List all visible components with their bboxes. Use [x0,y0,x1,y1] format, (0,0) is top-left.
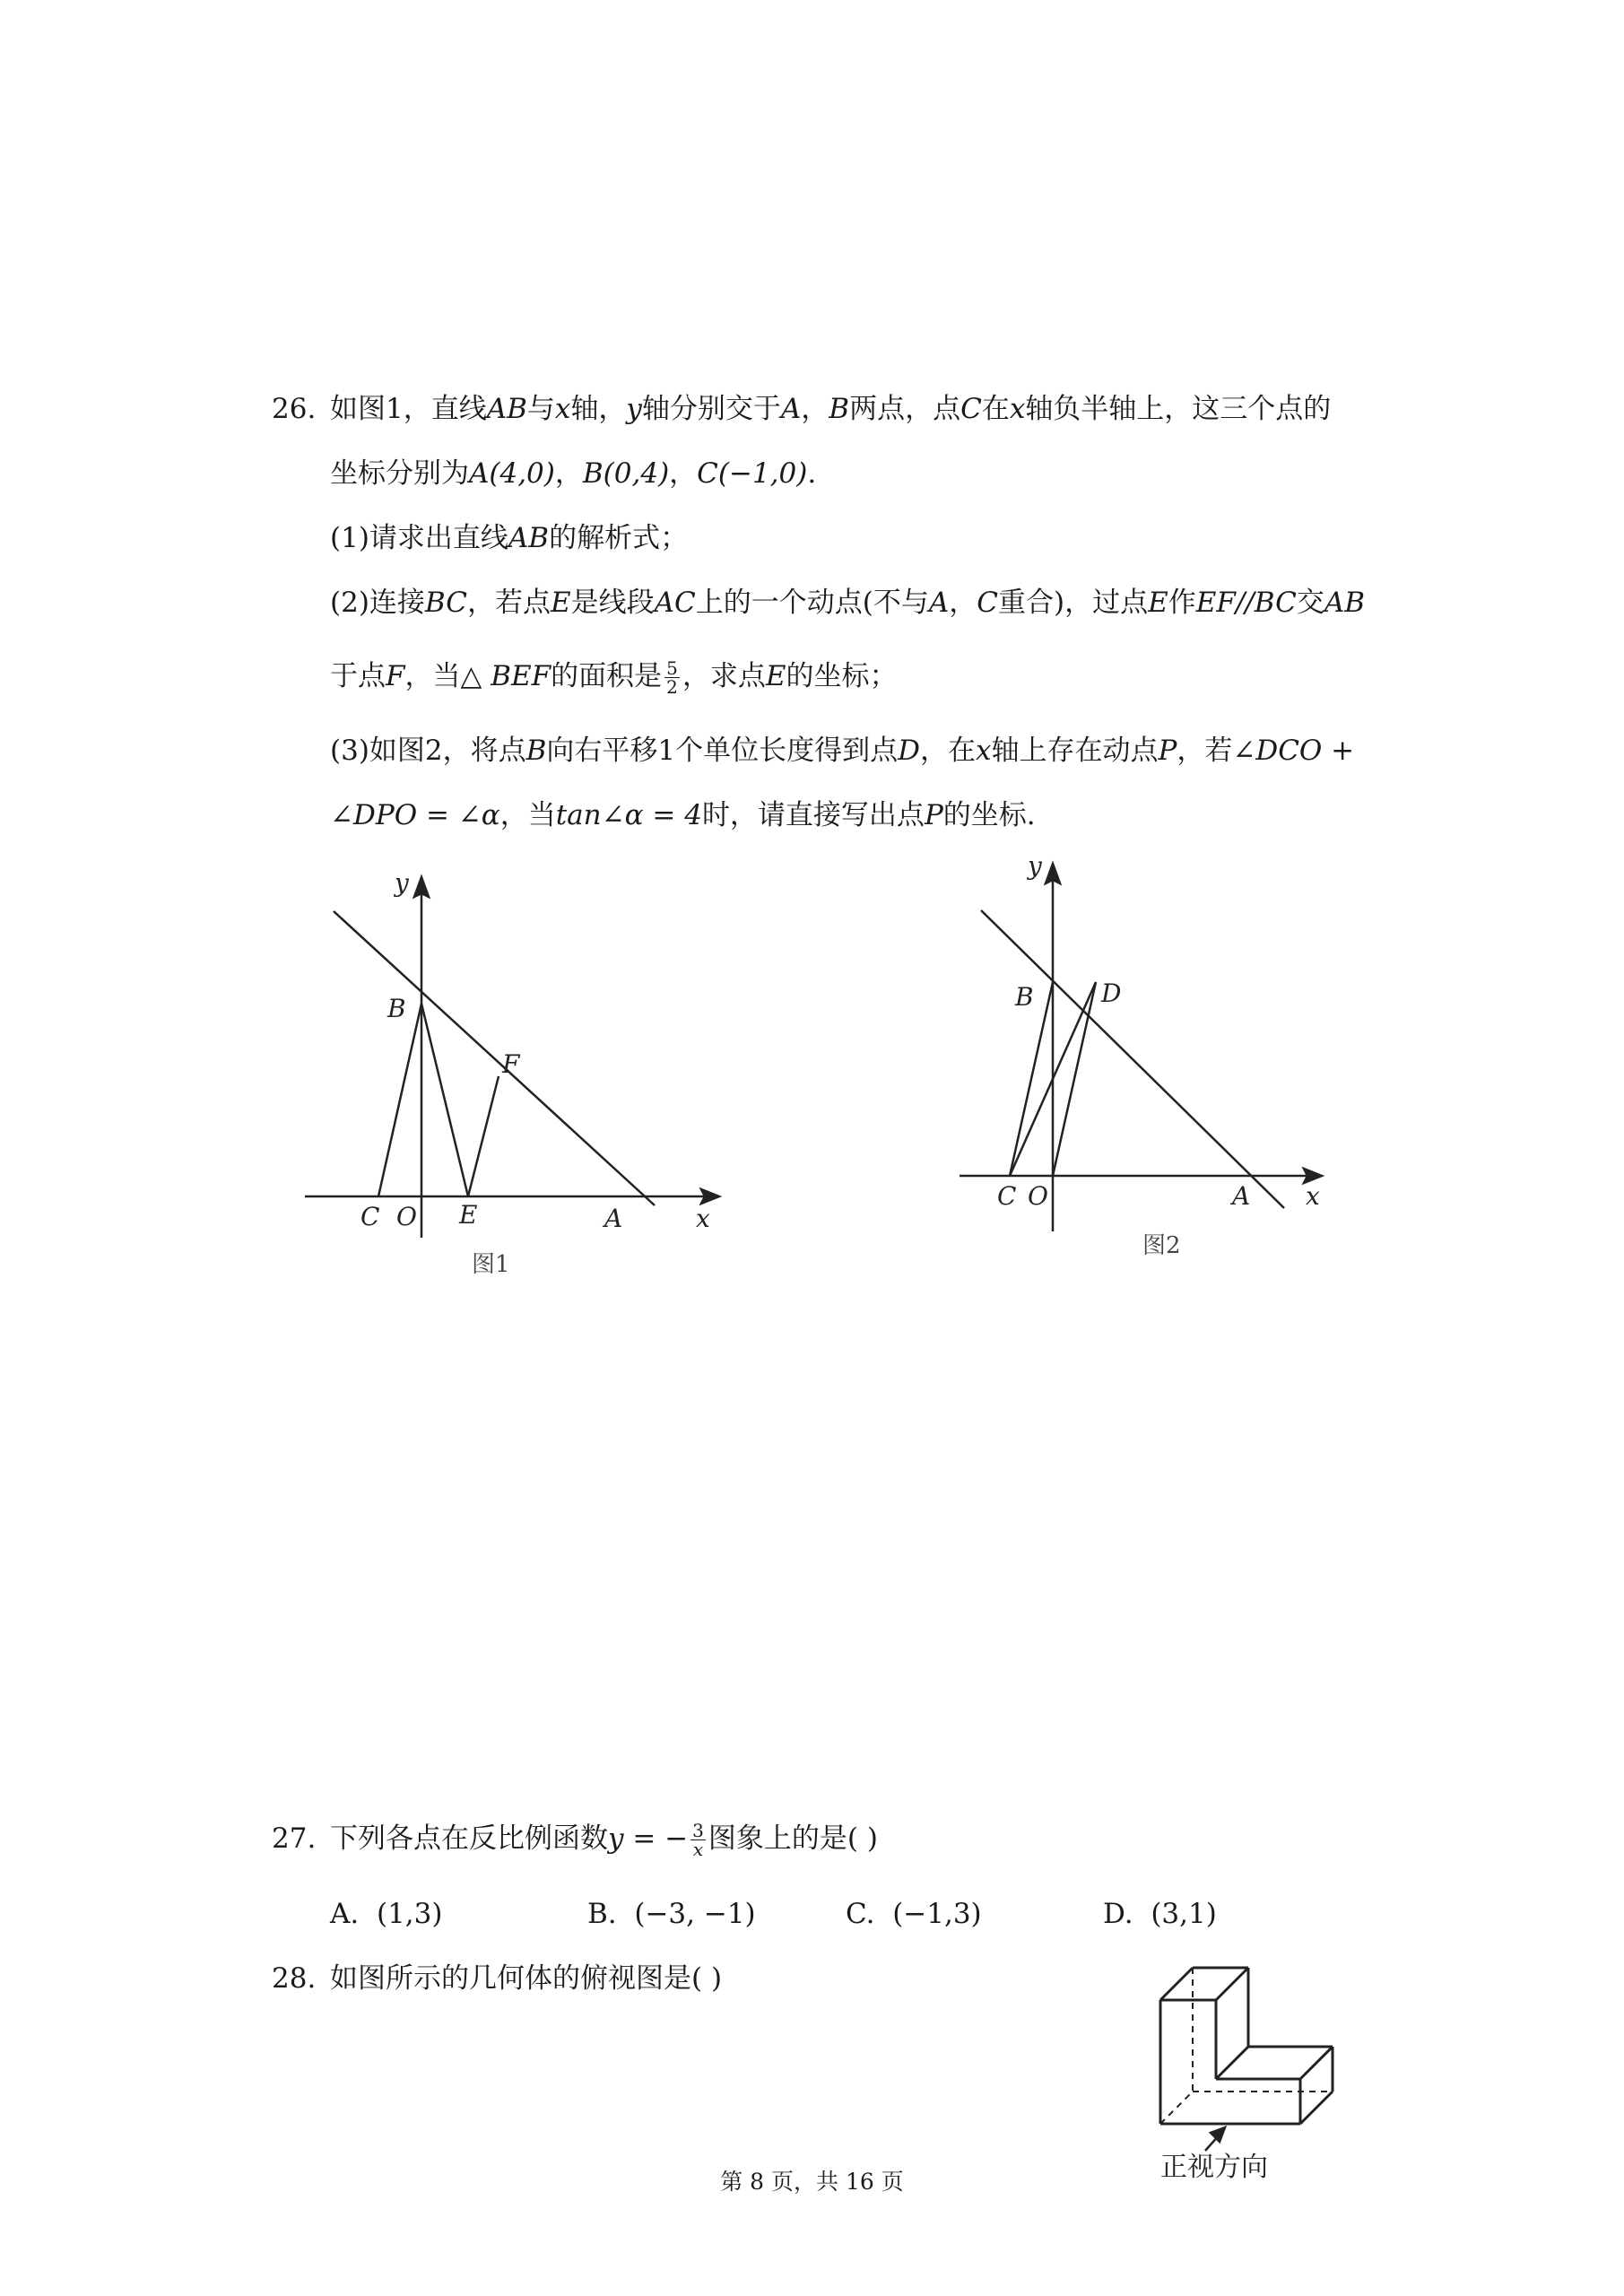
y-axis-arrow [1046,864,1060,883]
q26-part-2-cont: 于点F，当△ BEF的面积是 $\frac{5}{2}$ ，求点E的坐标； [330,657,898,698]
label-F: F [502,1049,520,1079]
label-C: C [360,1202,380,1231]
option-c[interactable]: C. (−1,3) [846,1898,982,1930]
label-x: x [1306,1181,1320,1211]
option-b[interactable]: B. (−3, −1) [587,1898,756,1930]
option-a[interactable]: A. (1,3) [330,1898,443,1930]
label-O: O [1028,1181,1048,1211]
line-AB [981,910,1284,1208]
label-B: B [1015,982,1034,1012]
q26-part-3-cont: ∠DPO = ∠α，当tan∠α = 4时，请直接写出点P的坐标. [330,799,1036,831]
q27-stem: 下列各点在反比例函数y = − $\frac{3}{x}$ 图象上的是( ) [330,1820,878,1860]
label-D: D [1101,978,1122,1008]
question-number: 26. [272,393,317,425]
label-E: E [459,1200,478,1230]
q26-part-1: (1)请求出直线AB的解析式； [330,522,689,554]
q26-line-1: 如图1，直线AB与x轴，y轴分别交于A，B两点，点C在x轴负半轴上，这三个点的 [330,393,1332,425]
label-y: y [1028,851,1042,881]
q26-part-3: (3)如图2，将点B向右平移1个单位长度得到点D，在x轴上存在动点P，若∠DCO + [330,735,1355,767]
segment-BE [421,1004,468,1196]
option-d[interactable]: D. (3,1) [1103,1898,1217,1930]
q26-line-2: 坐标分别为A(4,0)，B(0,4)，C(−1,0). [330,457,817,490]
label-A: A [604,1204,623,1233]
y-axis-arrow [414,877,429,897]
label-O: O [396,1202,417,1231]
question-number: 28. [272,1962,317,1995]
label-y: y [395,868,409,898]
segment-DP [1053,982,1096,1176]
segment-BC [378,1004,421,1196]
fraction-5-over-2: $\frac{5}{2}$ [666,657,678,698]
figure-1-caption: 图1 [472,1251,510,1278]
page-footer: 第 8 页，共 16 页 [720,2169,904,2195]
label-C: C [997,1181,1017,1211]
label-x: x [696,1204,710,1233]
figure-caption: 正视方向 [1160,2152,1268,2179]
label-A: A [1232,1181,1251,1211]
q26-part-2: (2)连接BC，若点E是线段AC上的一个动点(不与A，C重合)，过点E作EF//BC交AB [330,587,1365,619]
figure-2 [942,848,1390,1278]
line-AB [334,911,655,1205]
segment-EF [468,1076,499,1196]
x-axis-arrow [701,1189,719,1204]
label-B: B [387,994,406,1023]
figure-1 [296,861,744,1292]
geometry-solid-figure [1148,1946,1363,2179]
q28-stem: 如图所示的几何体的俯视图是( ) [330,1962,723,1995]
fraction-3-over-x: $\frac{3}{x}$ [692,1820,704,1860]
figure-2-caption: 图2 [1142,1232,1181,1259]
question-number: 27. [272,1822,317,1855]
